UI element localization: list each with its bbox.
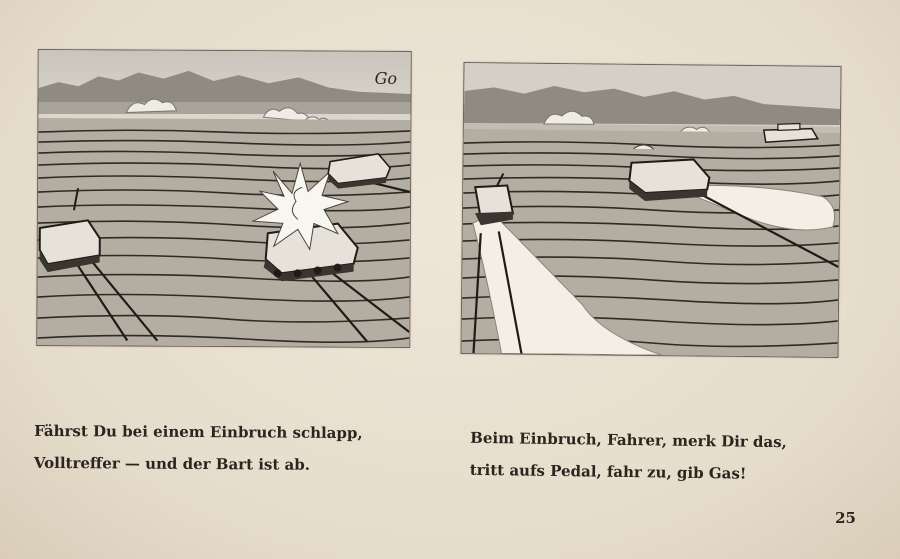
caption-left-line-2: Volltreffer — und der Bart ist ab. (33, 453, 311, 474)
page-number: 25 (835, 509, 856, 527)
caption-left (34, 415, 363, 481)
illustration-left (36, 49, 412, 348)
artist-signature: Go (374, 68, 398, 88)
caption-right (470, 422, 788, 490)
illustration-right (460, 62, 841, 358)
illustration-left-drawing (37, 50, 411, 347)
caption-left-line-1: Fährst Du bei einem Einbruch schlapp, (34, 421, 363, 443)
caption-right-line-1: Beim Einbruch, Fahrer, merk Dir das, (470, 428, 787, 452)
caption-right-line-2: tritt aufs Pedal, fahr zu, gib Gas! (469, 460, 747, 483)
illustration-right-drawing (461, 63, 840, 357)
